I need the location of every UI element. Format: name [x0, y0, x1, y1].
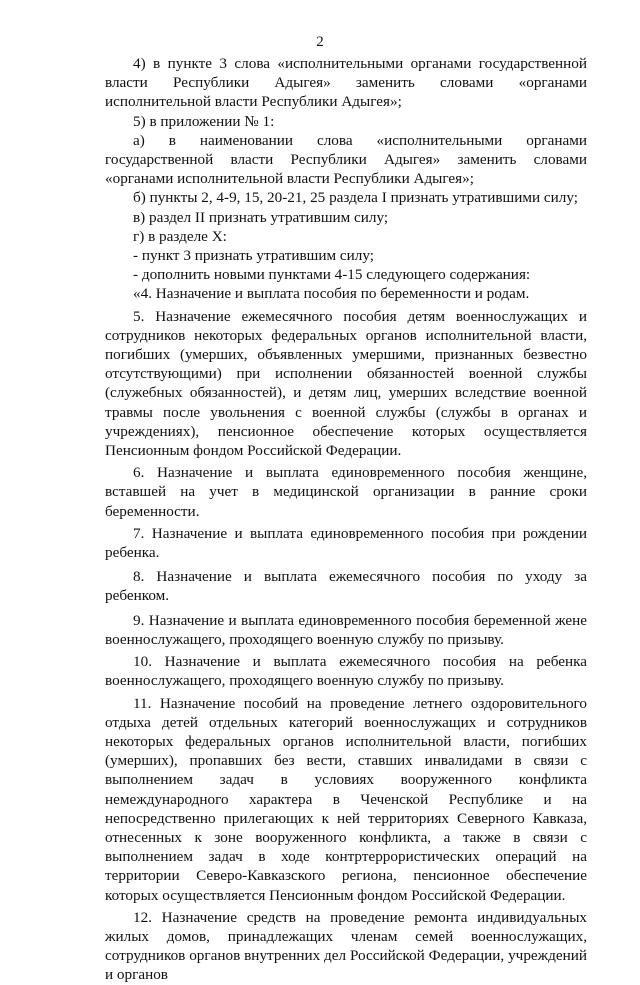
paragraph-point-6: 6. Назначение и выплата единовременного пособия женщине, вставшей на учет в медицинской организации в ранние сроки беременности. [105, 464, 587, 520]
paragraph-point-4: «4. Назначение и выплата пособия по беременности и родам. [133, 285, 530, 303]
paragraph-item-v: в) раздел II признать утратившим силу; [133, 208, 389, 226]
paragraph-dash-1: - пункт 3 признать утратившим силу; [133, 247, 374, 265]
paragraph-item-g: г) в разделе X: [133, 227, 227, 245]
paragraph-point-8: 8. Назначение и выплата ежемесячного пособия по уходу за ребенком. [105, 568, 587, 605]
paragraph-item-b: б) пункты 2, 4-9, 15, 20-21, 25 раздела I признать утратившими силу; [133, 189, 578, 207]
paragraph-dash-2: - дополнить новыми пунктами 4-15 следующего содержания: [133, 266, 531, 284]
paragraph-point-7: 7. Назначение и выплата единовременного пособия при рождении ребенка. [105, 524, 587, 562]
paragraph-item-a: а) в наименовании слова «исполнительными органами государственной власти Республики Адыгея» заменить словами «органами исполнительной власти Республики Адыгея»; [105, 131, 587, 188]
paragraph-point-12: 12. Назначение средств на проведение ремонта индивидуальных жилых домов, принадлежащих членам семей военнослужащих, сотрудников органов внутренних дел Российской Федерации, учреждений и органов [105, 908, 587, 984]
paragraph-point-10: 10. Назначение и выплата ежемесячного пособия на ребенка военнослужащего, проходящего военную службу по призыву. [105, 653, 587, 690]
paragraph-appendix-1: 5) в приложении № 1: [133, 112, 275, 130]
paragraph-point-5: 5. Назначение ежемесячного пособия детям военнослужащих и сотрудников некоторых федеральных органов исполнительной власти, погибших (умерших, объявленных умершими, признанных безвестно отсутствующими) при исполнении обязанностей военной службы (служебных обязанностей), и детям лиц, умерших вследствие военной травмы после увольнения с военной службы (службы в органах и учреждениях), пенсионное обеспечение которых осуществляется Пенсионным фондом Российской Федерации. [105, 307, 587, 460]
paragraph-point-11: 11. Назначение пособий на проведение летнего оздоровительного отдыха детей отдельных категорий военнослужащих и сотрудников некоторых федеральных органов исполнительной власти, погибших (умерших), пропавших без вести, ставших инвалидами в связи с выполнением задач в условиях вооруженного конфликта немеждународного характера в Чеченской Республике и на непосредственно прилегающих к ней территориях Северного Кавказа, отнесенных к зоне вооруженного конфликта, а также в связи с выполнением задач в ходе контртеррористических операций на территории Северо-Кавказского региона, пенсионное обеспечение которых осуществляется Пенсионным фондом Российской Федерации. [105, 694, 587, 904]
page-number: 2 [316, 34, 324, 50]
document-body [105, 54, 587, 985]
paragraph-item-4: 4) в пункте 3 слова «исполнительными органами государственной власти Республики Адыгея» заменить словами «органами исполнительной власти Республики Адыгея»; [105, 55, 587, 111]
paragraph-point-9: 9. Назначение и выплата единовременного пособия беременной жене военнослужащего, проходящего военную службу по призыву. [105, 611, 587, 648]
